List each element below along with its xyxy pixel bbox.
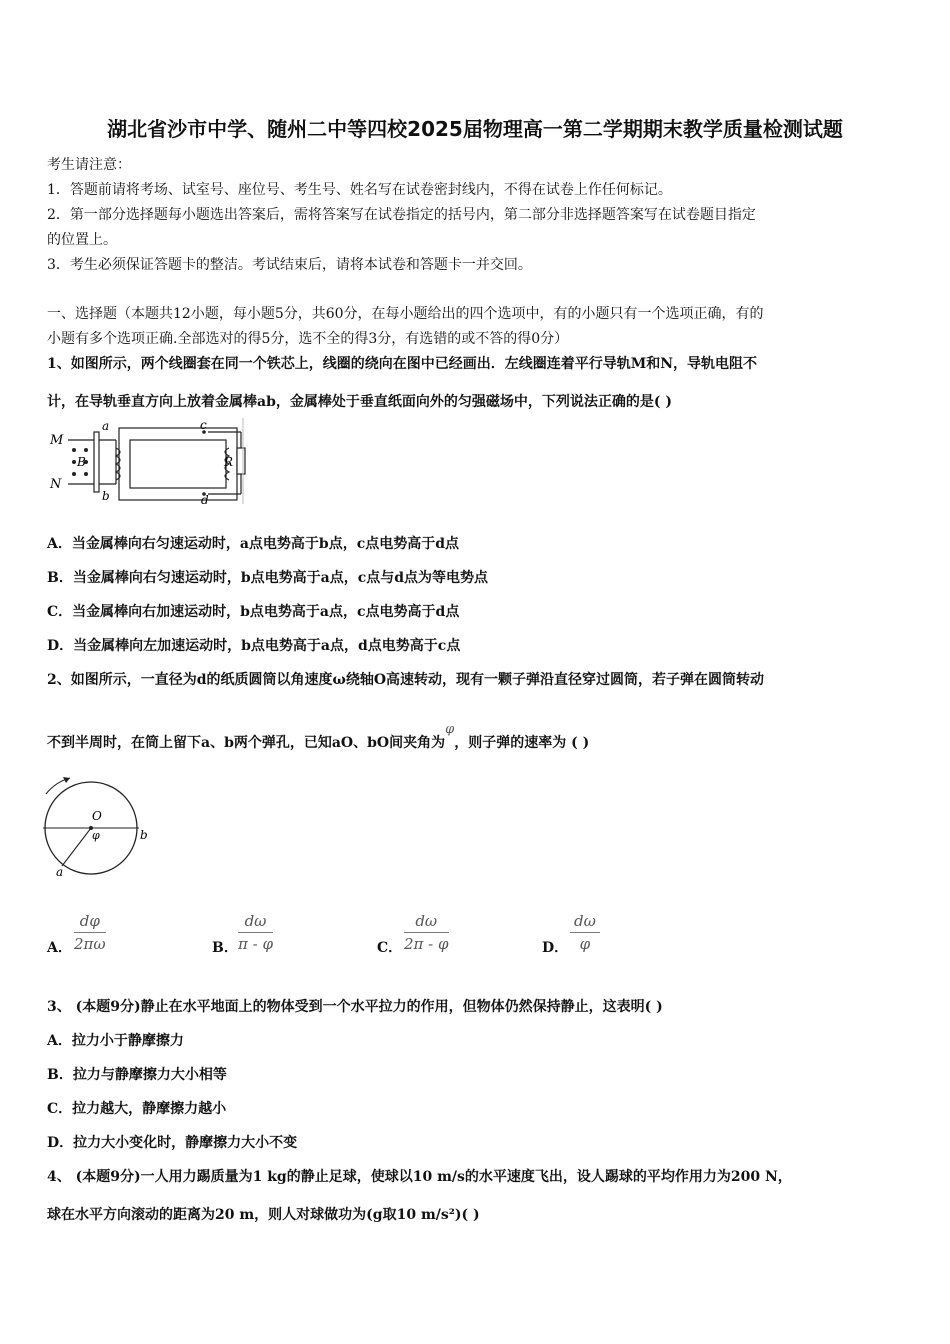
q2-stem-line1: 2、如图所示，一直径为d的纸质圆筒以角速度ω绕轴O高速转动，现有一颗子弹沿直径穿过圆筒，若子弹在圆筒转动 <box>47 672 765 688</box>
q1-option-d: D．当金属棒向左加速运动时，b点电势高于a点，d点电势高于c点 <box>47 638 461 654</box>
q4-stem-line2: 球在水平方向滚动的距离为20 m，则人对球做功为(g取10 m/s²)( ) <box>47 1207 480 1223</box>
q1-option-c: C．当金属棒向右加速运动时，b点电势高于a点，c点电势高于d点 <box>47 604 460 620</box>
label-M: M <box>50 433 64 448</box>
label-d: d <box>201 493 209 504</box>
label-O: O <box>92 809 102 823</box>
q2-option-b-fraction <box>238 912 273 953</box>
label-b: b <box>140 828 148 842</box>
q3-option-c: C．拉力越大，静摩擦力越小 <box>47 1101 227 1117</box>
q2-stem-line2-wrap <box>47 722 590 752</box>
q2-option-c-num: dω <box>404 912 449 933</box>
q2-option-c-den: 2π - φ <box>404 935 449 953</box>
section-intro-line1: 一、选择题（本题共12小题，每小题5分，共60分，在每小题给出的四个选项中，有的小题只有一个选项正确，有的 <box>47 306 764 322</box>
q1-option-a: A．当金属棒向右匀速运动时，a点电势高于b点，c点电势高于d点 <box>47 536 460 552</box>
q3-stem: 3、 (本题9分)静止在水平地面上的物体受到一个水平拉力的作用，但物体仍然保持静止，这表明( ) <box>47 999 663 1015</box>
notice-item-2-cont: 的位置上。 <box>47 232 117 248</box>
q3-option-a: A．拉力小于静摩擦力 <box>47 1033 184 1049</box>
section-intro-line2: 小题有多个选项正确.全部选对的得5分，选不全的得3分，有选错的或不答的得0分） <box>47 331 569 347</box>
q1-stem-line1: 1、如图所示，两个线圈套在同一个铁芯上，线圈的绕向在图中已经画出．左线圈连着平行导轨M和N，导轨电阻不 <box>47 356 758 372</box>
label-a: a <box>102 419 110 433</box>
label-c: c <box>200 418 207 432</box>
label-N: N <box>50 477 62 492</box>
label-phi: φ <box>92 829 100 842</box>
q2-stem-line2-end: ，则子弹的速率为 ( ) <box>454 735 590 751</box>
q2-option-d-fraction <box>570 912 600 953</box>
q2-option-a-label: A． <box>47 940 72 956</box>
page-title: 湖北省沙市中学、随州二中等四校2025届物理高一第二学期期末教学质量检测试题 <box>107 117 843 141</box>
notice-item-2: 2．第一部分选择题每小题选出答案后，需将答案写在试卷指定的括号内，第二部分非选择题答案写在试卷题目指定 <box>47 207 756 223</box>
label-b: b <box>102 489 110 503</box>
q2-option-b-num: dω <box>238 912 273 933</box>
q2-option-b-den: π - φ <box>238 935 273 953</box>
q3-option-d: D．拉力大小变化时，静摩擦力大小不变 <box>47 1135 298 1151</box>
q2-option-a-num: dφ <box>74 912 106 933</box>
q2-option-b-label: B． <box>212 940 238 956</box>
label-R: R <box>224 455 234 469</box>
q4-stem-line1: 4、 (本题9分)一人用力踢质量为1 kg的静止足球，使球以10 m/s的水平速度飞出，设人踢球的平均作用力为200 N， <box>47 1169 792 1185</box>
q1-transformer-figure <box>44 418 249 504</box>
q2-option-c-label: C． <box>377 940 403 956</box>
q2-option-d-label: D． <box>542 940 569 956</box>
q2-stem-line2: 不到半周时，在筒上留下a、b两个弹孔，已知aO、bO间夹角为 <box>47 735 446 751</box>
q2-option-a-den: 2πω <box>74 935 106 953</box>
q2-cylinder-figure <box>40 772 155 880</box>
q2-option-d-num: dω <box>570 912 600 933</box>
q2-option-c-fraction <box>404 912 449 953</box>
notice-item-3: 3．考生必须保证答题卡的整洁。考试结束后，请将本试卷和答题卡一并交回。 <box>47 257 532 273</box>
q2-option-a-fraction <box>74 912 106 953</box>
notice-heading: 考生请注意： <box>47 157 131 173</box>
notice-item-1: 1．答题前请将考场、试室号、座位号、考生号、姓名写在试卷密封线内，不得在试卷上作任何标记。 <box>47 182 672 198</box>
q2-phi-symbol: φ <box>445 722 455 737</box>
q2-option-d-den: φ <box>579 935 591 953</box>
q3-option-b: B．拉力与静摩擦力大小相等 <box>47 1067 227 1083</box>
q1-option-b: B．当金属棒向右匀速运动时，b点电势高于a点，c点与d点为等电势点 <box>47 570 489 586</box>
q1-stem-line2: 计，在导轨垂直方向上放着金属棒ab，金属棒处于垂直纸面向外的匀强磁场中，下列说法正确的是( ) <box>47 394 672 410</box>
label-B: B <box>77 455 86 469</box>
label-a: a <box>56 865 64 879</box>
